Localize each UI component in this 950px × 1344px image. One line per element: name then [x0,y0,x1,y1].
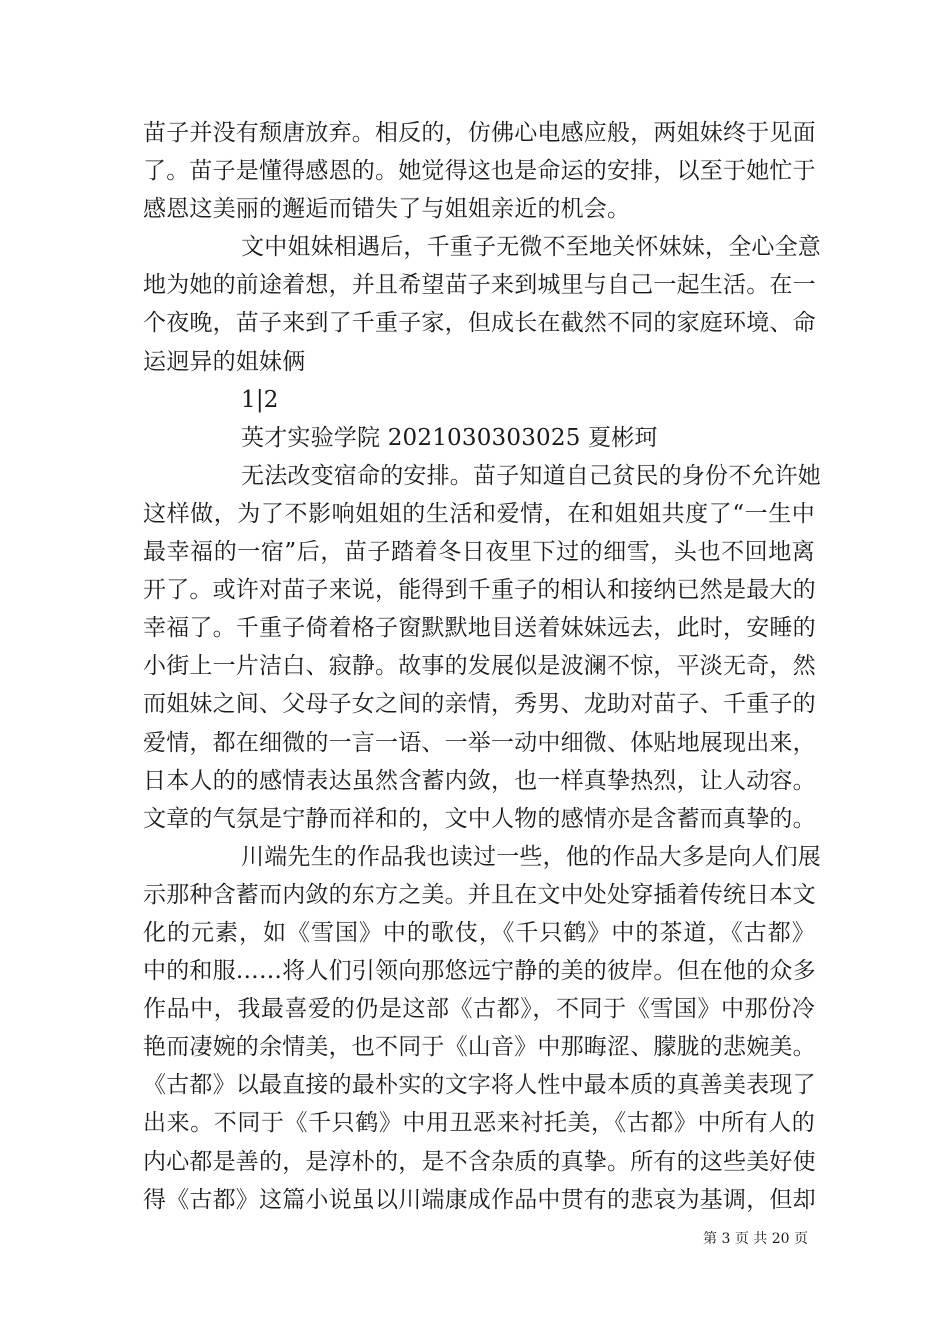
text-line: 运迥异的姐妹俩 [143,348,306,375]
text-line: 《古都》以最直接的最朴实的文字将人性中最本质的真善美表现了 [143,1072,816,1099]
text-line: 个夜晚，苗子来到了千重子家，但成长在截然不同的家庭环境、命 [143,310,816,337]
text-line: 内心都是善的，是淳朴的，是不含杂质的真挚。所有的这些美好使 [143,1148,816,1175]
text-line: 日本人的的感情表达虽然含蓄内敛，也一样真挚热烈，让人动容。 [143,767,816,794]
text-line: 开了。或许对苗子来说，能得到千重子的相认和接纳已然是最大的 [143,577,816,604]
text-line: 示那种含蓄而内敛的东方之美。并且在文中处处穿插着传统日本文 [143,881,816,908]
text-line: 爱情，都在细微的一言一语、一举一动中细微、体贴地展现出来， [143,729,816,756]
document-body [143,114,821,1219]
page-footer: 第 3 页 共 20 页 [703,1231,808,1247]
text-line: 幸福了。千重子倚着格子窗默默地目送着妹妹远去，此时，安睡的 [143,615,816,642]
text-line: 中的和服……将人们引领向那悠远宁静的美的彼岸。但在他的众多 [143,958,816,985]
text-line: 出来。不同于《千只鹤》中用丑恶来衬托美，《古都》中所有人的 [143,1110,815,1137]
text-line: 地为她的前途着想，并且希望苗子来到城里与自己一起生活。在一 [143,272,816,299]
text-line: 作品中，我最喜爱的仍是这部《古都》，不同于《雪国》中那份冷 [143,996,815,1023]
text-line: 小街上一片洁白、寂静。故事的发展似是波澜不惊，平淡无奇，然 [143,653,816,680]
text-line: 无法改变宿命的安排。苗子知道自己贫民的身份不允许她 [241,462,821,489]
text-line: 川端先生的作品我也读过一些，他的作品大多是向人们展 [241,843,821,870]
text-line: 这样做，为了不影响姐姐的生活和爱情，在和姐姐共度了“一生中 [143,500,815,527]
text-line: 而姐妹之间、父母子女之间的亲情，秀男、龙助对苗子、千重子的 [143,691,816,718]
text-line: 苗子并没有颓唐放弃。相反的，仿佛心电感应般，两姐妹终于见面 [143,120,816,146]
text-line: 感恩这美丽的邂逅而错失了与姐姐亲近的机会。 [143,196,631,223]
text-line: 文中姐妹相遇后，千重子无微不至地关怀妹妹，全心全意 [241,234,821,261]
text-line: 了。苗子是懂得感恩的。她觉得这也是命运的安排，以至于她忙于 [143,158,816,185]
text-line: 最幸福的一宿”后，苗子踏着冬日夜里下过的细雪，头也不回地离 [143,539,815,566]
text-line: 英才实验学院 2021030303025 夏彬珂 [241,424,658,451]
text-line: 艳而凄婉的余情美，也不同于《山音》中那晦涩、朦胧的悲婉美。 [143,1034,816,1061]
text-line: 化的元素，如《雪国》中的歌伎，《千只鹤》中的茶道，《古都》 [143,919,815,946]
text-line: 得《古都》这篇小说虽以川端康成作品中贯有的悲哀为基调，但却 [143,1186,816,1213]
text-line: 文章的气氛是宁静而祥和的，文中人物的感情亦是含蓄而真挚的。 [143,805,816,832]
text-line: 1|2 [241,386,279,413]
